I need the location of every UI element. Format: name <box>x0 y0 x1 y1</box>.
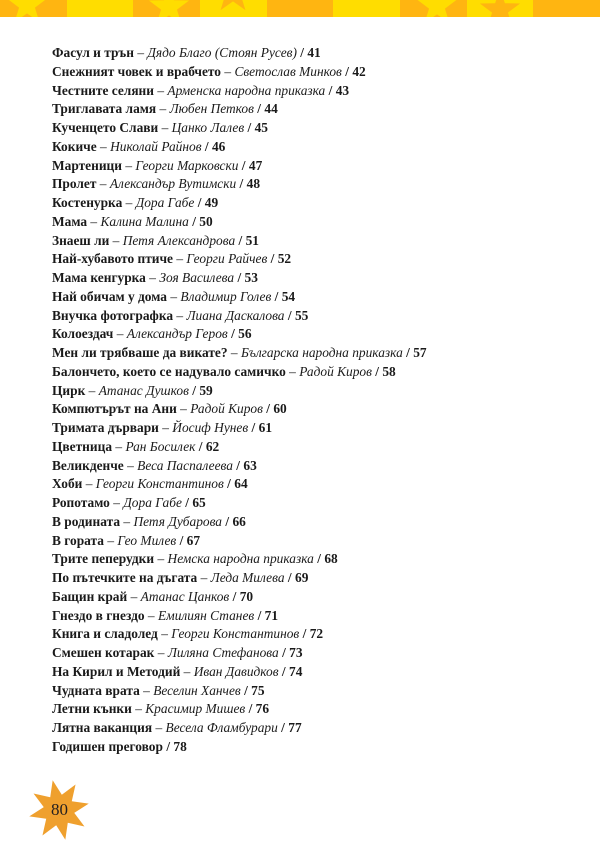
toc-entry-separator: / <box>231 326 235 342</box>
toc-entry-dash: – <box>113 495 120 510</box>
toc-entry[interactable] <box>52 400 572 419</box>
toc-entry-title: Внучка фотографка <box>52 307 174 323</box>
toc-entry-separator: / <box>248 701 253 717</box>
toc-entry-separator: / <box>197 195 202 210</box>
toc-entry-author: Емилиян Станев <box>157 607 255 623</box>
toc-entry-dash: – <box>112 232 120 248</box>
toc-entry-author: Весела Фламбурари <box>165 720 278 735</box>
toc-entry-dash: – <box>147 607 155 623</box>
toc-entry-dash: – <box>99 176 107 192</box>
toc-entry-page: 50 <box>199 213 213 229</box>
toc-entry-title: Кокиче <box>52 138 97 154</box>
toc-entry[interactable] <box>52 100 572 119</box>
toc-entry-dash: – <box>183 663 191 679</box>
toc-entry-separator: / <box>345 63 349 79</box>
toc-entry-dash: – <box>162 420 169 435</box>
toc-entry-page: 66 <box>232 513 246 529</box>
toc-entry[interactable] <box>52 44 572 63</box>
band-cell <box>400 0 467 17</box>
toc-entry-dash: – <box>289 363 296 379</box>
toc-entry[interactable] <box>52 63 572 82</box>
toc-entry-dash: – <box>127 457 134 473</box>
toc-entry-separator: / <box>239 176 244 192</box>
toc-entry-separator: / <box>241 157 246 173</box>
toc-entry[interactable] <box>52 269 572 288</box>
toc-entry-separator: / <box>166 738 171 754</box>
toc-entry-title: Книга и сладолед <box>52 626 158 642</box>
toc-entry-author: Александър Вутимски <box>109 176 237 192</box>
toc-entry-page: 64 <box>234 476 248 492</box>
toc-entry-dash: – <box>137 45 145 60</box>
toc-entry-title: Летни кънки <box>52 701 132 717</box>
toc-entry-page: 48 <box>246 176 261 192</box>
toc-entry-separator: / <box>281 663 286 679</box>
toc-entry-title: Снежният човек и врабчето <box>52 63 222 79</box>
toc-entry-title: Тримата дървари <box>52 420 159 435</box>
toc-entry-title: Пролет <box>52 176 97 192</box>
toc-entry-author: Георги Константинов <box>95 476 224 492</box>
toc-entry-author: Владимир Голев <box>180 288 272 304</box>
star-icon <box>478 0 522 17</box>
toc-entry-separator: / <box>192 213 196 229</box>
band-cell <box>467 0 534 17</box>
toc-entry[interactable] <box>52 588 572 607</box>
toc-entry-author: Арменска народна приказка <box>167 82 326 98</box>
toc-entry-title: Най-хубавото птиче <box>52 251 173 267</box>
toc-entry[interactable] <box>52 663 572 682</box>
toc-entry-separator: / <box>257 101 262 117</box>
toc-entry[interactable] <box>52 700 572 719</box>
toc-entry-page: 46 <box>211 138 226 154</box>
toc-entry[interactable] <box>52 194 572 213</box>
toc-entry-page: 60 <box>273 401 287 417</box>
toc-entry-title: Знаеш ли <box>52 232 110 248</box>
toc-entry[interactable] <box>52 363 572 382</box>
toc-entry-title: Балончето, което се надувало самичко <box>52 363 286 379</box>
toc-entry-author: Любен Петков <box>169 101 254 117</box>
toc-entry-separator: / <box>247 120 252 135</box>
toc-entry-author: Лиляна Стефанова <box>167 645 279 660</box>
toc-entry-page: 72 <box>309 626 324 642</box>
toc-entry-page: 43 <box>335 82 350 98</box>
toc-entry[interactable] <box>52 475 572 494</box>
toc-entry[interactable] <box>52 307 572 326</box>
toc-entry-author: Красимир Мишев <box>145 701 246 717</box>
toc-entry-title: Смешен котарак <box>52 645 155 660</box>
toc-entry-title: Триглавата ламя <box>52 101 157 117</box>
toc-entry-page: 67 <box>186 532 201 548</box>
toc-entry-dash: – <box>107 532 115 548</box>
toc-entry-page: 41 <box>307 45 321 60</box>
toc-entry-author: Петя Дубарова <box>133 513 222 529</box>
toc-entry-dash: – <box>90 213 98 229</box>
toc-entry-author: Александър Геров <box>126 326 228 342</box>
toc-entry[interactable] <box>52 738 572 757</box>
toc-entry-page: 71 <box>264 607 279 623</box>
star-icon <box>211 0 255 15</box>
toc-entry-dash: – <box>125 195 133 210</box>
toc-entry-separator: / <box>282 645 286 660</box>
toc-entry-separator: / <box>287 307 292 323</box>
toc-entry-title: Компютърът на Ани <box>52 401 177 417</box>
toc-entry-dash: – <box>155 720 163 735</box>
toc-entry-author: Георги Марковски <box>135 157 239 173</box>
toc-entry-title: Ропотамо <box>52 495 110 510</box>
toc-entry-title: Годишен преговор <box>52 738 163 754</box>
toc-entry-separator: / <box>266 401 270 417</box>
toc-entry[interactable] <box>52 719 572 738</box>
toc-entry-separator: / <box>198 438 203 454</box>
toc-entry-author: Георги Константинов <box>171 626 300 642</box>
toc-entry-page: 58 <box>382 363 396 379</box>
toc-entry-title: Лятна ваканция <box>52 720 153 735</box>
toc-entry-page: 63 <box>243 457 257 473</box>
toc-entry-author: Петя Александрова <box>122 232 236 248</box>
toc-entry[interactable] <box>52 550 572 569</box>
toc-entry-title: Най обичам у дома <box>52 288 167 304</box>
toc-entry-separator: / <box>238 232 243 248</box>
toc-entry-title: Гнездо в гнездо <box>52 607 145 623</box>
toc-entry-page: 59 <box>199 382 213 398</box>
toc-entry-page: 69 <box>295 570 309 585</box>
toc-entry-title: Колоездач <box>52 326 114 342</box>
toc-entry-page: 49 <box>204 195 219 210</box>
toc-entry[interactable] <box>52 494 572 513</box>
toc-entry[interactable] <box>52 607 572 626</box>
toc-entry-author: Атанас Цанков <box>140 588 230 604</box>
toc-entry-separator: / <box>281 720 285 735</box>
toc-entry-dash: – <box>157 82 165 98</box>
toc-entry-dash: – <box>159 101 167 117</box>
toc-entry[interactable] <box>52 232 572 251</box>
toc-entry-dash: – <box>176 251 184 267</box>
toc-entry-separator: / <box>179 532 184 548</box>
toc-entry-title: По пътечките на дъгата <box>52 570 198 585</box>
toc-entry-title: Мартеници <box>52 157 122 173</box>
toc-entry-author: Николай Райнов <box>110 138 202 154</box>
toc-entry-dash: – <box>161 120 169 135</box>
toc-entry-separator: / <box>257 607 262 623</box>
toc-entry-separator: / <box>204 138 209 154</box>
toc-entry-separator: / <box>244 682 248 698</box>
toc-entry-separator: / <box>232 588 237 604</box>
toc-entry[interactable] <box>52 625 572 644</box>
toc-entry-author: Гео Милев <box>117 532 177 548</box>
toc-entry-dash: – <box>157 645 165 660</box>
toc-entry-author: Радой Киров <box>190 401 263 417</box>
toc-entry-separator: / <box>300 45 304 60</box>
toc-entry-separator: / <box>302 626 307 642</box>
toc-entry-author: Зоя Василева <box>159 270 235 285</box>
toc-entry-author: Дора Габе <box>135 195 195 210</box>
toc-entry-author: Лиана Даскалова <box>186 307 285 323</box>
toc-entry-title: Кученцето Слави <box>52 120 159 135</box>
toc-entry-dash: – <box>135 701 142 717</box>
band-cell <box>133 0 200 17</box>
toc-entry[interactable] <box>52 419 572 438</box>
toc-entry-author: Ран Босилек <box>125 438 196 454</box>
toc-entry-title: В гората <box>52 532 104 548</box>
toc-entry-dash: – <box>130 588 138 604</box>
band-cell <box>267 0 334 17</box>
toc-entry-separator: / <box>251 420 256 435</box>
toc-entry[interactable] <box>52 438 572 457</box>
toc-entry-page: 52 <box>277 251 292 267</box>
toc-entry-page: 42 <box>352 63 366 79</box>
toc-entry-dash: – <box>125 157 133 173</box>
toc-entry[interactable] <box>52 513 572 532</box>
toc-entry-separator: / <box>236 457 241 473</box>
toc-entry-page: 61 <box>258 420 273 435</box>
toc-entry-title: В родината <box>52 513 121 529</box>
toc-entry-dash: – <box>176 307 184 323</box>
toc-entry-page: 56 <box>238 326 252 342</box>
toc-entry-title: Фасул и трън <box>52 45 134 60</box>
page-number-badge <box>28 779 90 841</box>
star-icon <box>415 0 459 17</box>
toc-entry[interactable] <box>52 175 572 194</box>
toc-entry-author: Йосиф Нунев <box>172 420 249 435</box>
toc-entry-dash: – <box>180 401 187 417</box>
toc-entry-dash: – <box>170 288 178 304</box>
toc-entry-title: На Кирил и Методий <box>52 663 181 679</box>
toc-entry-author: Леда Милева <box>210 570 285 585</box>
toc-entry[interactable] <box>52 82 572 101</box>
toc-entry-separator: / <box>227 476 231 492</box>
toc-entry[interactable] <box>52 138 572 157</box>
toc-entry-separator: / <box>375 363 379 379</box>
toc-entry-author: Немска народна приказка <box>167 551 314 567</box>
band-cell <box>200 0 267 17</box>
page-number-label: 80 <box>51 800 68 819</box>
toc-entry-separator: / <box>406 345 410 360</box>
table-of-contents <box>52 44 572 757</box>
toc-entry-dash: – <box>143 682 150 698</box>
toc-entry-dash: – <box>100 138 107 154</box>
toc-entry-title: Бащин край <box>52 588 128 604</box>
toc-entry-dash: – <box>200 570 208 585</box>
toc-entry-page: 47 <box>248 157 263 173</box>
toc-entry-separator: / <box>225 513 230 529</box>
toc-entry-page: 45 <box>254 120 268 135</box>
toc-entry-title: Цирк <box>52 382 86 398</box>
toc-entry[interactable] <box>52 325 572 344</box>
toc-entry-title: Честните селяни <box>52 82 154 98</box>
toc-entry-page: 54 <box>281 288 296 304</box>
toc-entry[interactable] <box>52 213 572 232</box>
top-decorative-star-band <box>0 0 600 17</box>
toc-entry-dash: – <box>224 63 232 79</box>
toc-entry-page: 65 <box>192 495 206 510</box>
toc-entry-separator: / <box>274 288 279 304</box>
toc-entry-separator: / <box>270 251 275 267</box>
toc-entry-author: Българска народна приказка <box>240 345 403 360</box>
toc-entry-author: Дора Габе <box>123 495 182 510</box>
toc-entry[interactable] <box>52 644 572 663</box>
toc-entry[interactable] <box>52 119 572 138</box>
toc-entry[interactable] <box>52 344 572 363</box>
toc-entry-page: 77 <box>288 720 302 735</box>
toc-entry-separator: / <box>328 82 333 98</box>
toc-entry-separator: / <box>185 495 189 510</box>
toc-entry-page: 70 <box>239 588 254 604</box>
toc-entry-dash: – <box>157 551 165 567</box>
toc-entry[interactable] <box>52 157 572 176</box>
toc-entry-title: Цветница <box>52 438 113 454</box>
toc-entry-author: Веса Паспалеева <box>137 457 233 473</box>
toc-entry-separator: / <box>192 382 196 398</box>
toc-entry-author: Радой Киров <box>299 363 372 379</box>
toc-entry-page: 73 <box>289 645 303 660</box>
toc-entry-author: Атанас Душков <box>98 382 189 398</box>
toc-entry-dash: – <box>161 626 168 642</box>
toc-entry-title: Мен ли трябваше да викате? <box>52 345 228 360</box>
toc-entry-author: Веселин Ханчев <box>153 682 241 698</box>
toc-entry-title: Великденче <box>52 457 124 473</box>
toc-entry-page: 78 <box>173 738 187 754</box>
toc-entry-title: Костенурка <box>52 195 123 210</box>
toc-entry-page: 44 <box>264 101 278 117</box>
toc-entry-page: 76 <box>255 701 270 717</box>
band-cell <box>333 0 400 17</box>
toc-entry-author: Иван Давидков <box>193 663 279 679</box>
toc-entry-author: Цанко Лалев <box>171 120 245 135</box>
toc-entry-title: Хоби <box>52 476 83 492</box>
toc-entry-separator: / <box>237 270 242 285</box>
toc-entry[interactable] <box>52 457 572 476</box>
toc-entry-title: Трите пеперудки <box>52 551 155 567</box>
toc-entry-dash: – <box>149 270 156 285</box>
toc-entry-dash: – <box>88 382 96 398</box>
toc-entry-author: Калина Малина <box>100 213 189 229</box>
toc-entry-dash: – <box>85 476 93 492</box>
toc-entry-separator: / <box>287 570 292 585</box>
toc-entry[interactable] <box>52 288 572 307</box>
toc-entry-page: 68 <box>324 551 338 567</box>
toc-entry[interactable] <box>52 682 572 701</box>
band-cell <box>0 0 67 17</box>
toc-entry[interactable] <box>52 532 572 551</box>
toc-entry[interactable] <box>52 382 572 401</box>
toc-entry-dash: – <box>123 513 131 529</box>
toc-entry-separator: / <box>317 551 321 567</box>
band-cell <box>67 0 134 17</box>
toc-entry-page: 57 <box>413 345 427 360</box>
toc-entry-page: 74 <box>289 663 303 679</box>
toc-entry-title: Мама кенгурка <box>52 270 146 285</box>
toc-entry-page: 51 <box>245 232 259 248</box>
star-icon <box>5 0 49 17</box>
toc-entry-dash: – <box>230 345 238 360</box>
toc-entry-dash: – <box>116 326 124 342</box>
toc-entry-page: 75 <box>251 682 265 698</box>
toc-entry-dash: – <box>115 438 123 454</box>
toc-entry-author: Светослав Минков <box>234 63 342 79</box>
toc-entry-title: Чудната врата <box>52 682 140 698</box>
star-icon <box>147 0 191 17</box>
toc-entry[interactable] <box>52 569 572 588</box>
toc-entry-page: 62 <box>205 438 220 454</box>
toc-entry-author: Георги Райчев <box>186 251 268 267</box>
toc-entry-page: 53 <box>244 270 258 285</box>
toc-entry-page: 55 <box>294 307 309 323</box>
toc-entry-title: Мама <box>52 213 88 229</box>
band-cell <box>533 0 600 17</box>
toc-entry[interactable] <box>52 250 572 269</box>
toc-entry-author: Дядо Благо (Стоян Русев) <box>147 45 297 60</box>
